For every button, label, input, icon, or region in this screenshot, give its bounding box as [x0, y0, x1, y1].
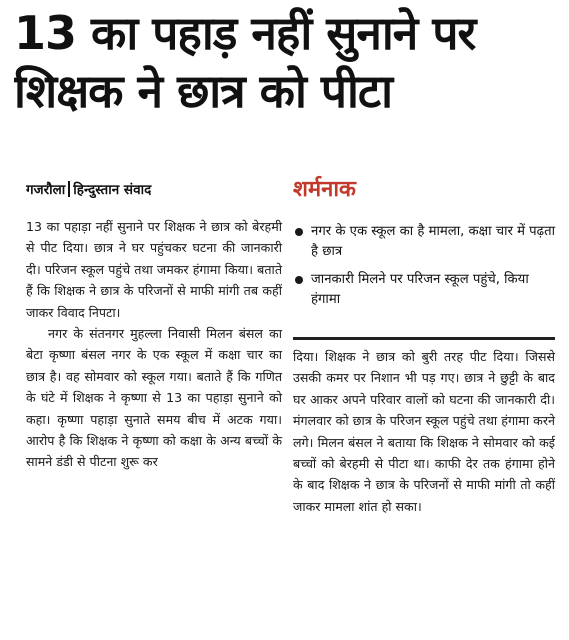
article-paragraph-2: नगर के संतनगर मुहल्ला निवासी मिलन बंसल का बेटा कृष्णा बंसल नगर के एक स्कूल में कक्षा चार का छात्र है। वह सोमवार को स्कूल गया। बताते हैं कि गणित के घंटे में शिक्षक ने कृष्णा से 13 का पहाड़ा सुनाने को कहा। कृष्णा पहाड़ा सुनाते समय बीच में अटक गया। आरोप है कि शिक्षक ने कृष्णा को कक्षा के अन्य बच्चों के सामने डंडी से पीटना शुरू कर [26, 326, 282, 470]
headline-line-2: शिक्षक ने छात्र को पीटा [14, 64, 393, 118]
headline-line-1: 13 का पहाड़ नहीं सुनाने पर [14, 6, 476, 60]
article-right-column [293, 346, 555, 517]
bullet-icon [295, 228, 303, 236]
highlight-point [293, 270, 555, 310]
highlight-point-text: नगर के एक स्कूल का है मामला, कक्षा चार में पढ़ता है छात्र [311, 224, 556, 259]
byline-place: गजरौला [26, 182, 66, 198]
article-paragraph-1: 13 का पहाड़ा नहीं सुनाने पर शिक्षक ने छात्र को बेरहमी से पीट दिया। छात्र ने घर पहुंचकर घटना की जानकारी दी। परिजन स्कूल पहुंचे तथा जमकर हंगामा किया। बताते हैं कि शिक्षक ने छात्र के परिजनों से माफी मांगी तब कहीं जाकर विवाद निपटा। [26, 219, 282, 320]
highlight-point-text: जानकारी मिलने पर परिजन स्कूल पहुंचे, किया हंगामा [311, 272, 529, 307]
article-left-column [26, 216, 282, 473]
byline-separator [68, 181, 70, 197]
article-paragraph-3: दिया। शिक्षक ने छात्र को बुरी तरह पीट दिया। जिससे उसकी कमर पर निशान भी पड़ गए। छात्र ने छुट्टी के बाद घर आकर अपने परिवार वालों को घटना की जानकारी दी। मंगलवार को छात्र के परिजन स्कूल पहुंचे तथा हंगामा करने लगे। मिलन बंसल ने बताया कि शिक्षक ने सोमवार को कई बच्चों को बेरहमी से पीटा था। काफी देर तक हंगामा होने के बाद शिक्षक ने छात्र के परिजनों से माफी मांगी तो कहीं जाकर मामला शांत हो सका। [293, 349, 555, 514]
highlight-box-title: शर्मनाक [293, 177, 356, 202]
highlight-point [293, 222, 555, 262]
highlight-box [293, 172, 555, 340]
byline [26, 180, 286, 198]
headline [14, 4, 559, 120]
highlight-points-list [293, 222, 555, 310]
byline-agency: हिन्दुस्तान संवाद [73, 182, 152, 198]
bullet-icon [295, 276, 303, 284]
